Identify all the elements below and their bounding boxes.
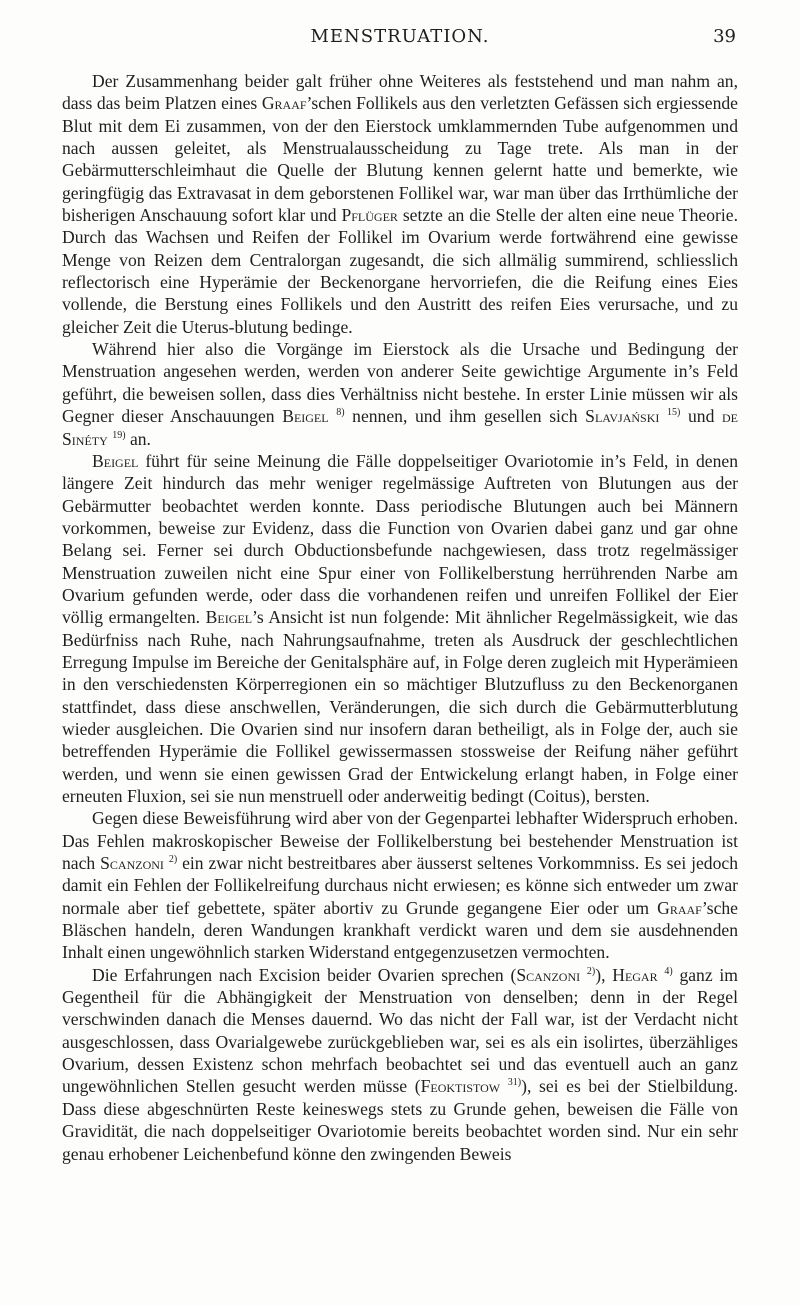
text-run: setzte an die Stelle der alten eine neue Theorie. Durch das Wachsen und Reifen der Follikel im Ovarium werde fortwährend eine gewisse Menge von Reizen dem Centralorgan zugesandt, die sich allmälig summirend, schliesslich reflectorisch eine Hyperämie der Beckenorgane hervorriefen, die die Reifung eines Eies vollende, die Berstung eines Follikels und den Austritt des reifen Eies verursache, und zu gleicher Zeit die Uterus-blutung bedinge. xyxy=(62,205,738,337)
page-number: 39 xyxy=(713,26,736,47)
text-run: Der Zusammenhang beider galt früher ohne Weiteres als feststehend und man nahm an, dass das beim Platzen eines xyxy=(62,71,738,114)
text-run: ganz im Gegentheil für die Abhängigkeit der Menstruation von denselben; denn in der Regel verschwinden danach die Menses dauernd. Wo das nicht der Fall war, ist der Verdacht nicht ausgeschlossen, dass Ovarialgewebe zurückgeblieben war, sei es als ein isolirtes, überzähliges Ovarium, dessen Existenz schon mehrfach beobachtet sei und das eventuell auch an ganz ungewöhnlichen Stellen gesucht werden müsse ( xyxy=(62,964,738,1097)
author-name: Scanzoni xyxy=(516,964,581,985)
text-run: an. xyxy=(129,428,151,449)
paragraph-1 xyxy=(62,70,738,338)
running-title: MENSTRUATION. xyxy=(310,26,490,47)
text-run: ’sche Bläschen handeln, deren Wandungen krankhaft verdickt waren und dem sie ausdehnenden Inhalt einen ungewöhnlich starken Widerstand entgegenzusetzen vermochten. xyxy=(62,897,738,963)
footnote-ref: 2) xyxy=(168,854,178,866)
text-run: ’s Ansicht ist nun folgende: Mit ähnlicher Regelmässigkeit, wie das Bedürfniss nach Ruhe, nach Nahrungsaufnahme, treten als Ausdruck der geschlechtlichen Erregung Impulse im Bereiche der Genitalsphäre auf, in Folge deren zugleich mit Hyperämieen in den verschiedensten Körperregionen ein so mächtiger Blutzufluss zu den Beckenorganen stattfindet, dass diese anschwellen, Veränderungen, die sich durch die Gebärmutterblutung wieder ausgleichen. Die Ovarien sind nur insofern daran betheiligt, als in Folge der, auch sie betreffenden Hyperämie die Follikel gewissermassen stossweise der Reifung näher geführt werden, und wenn sie einen gewissen Grad der Entwickelung erlangt haben, in Folge einer erneuten Fluxion, sei sie nun menstruell oder anderweitig bedingt (Coitus), bersten. xyxy=(62,607,738,806)
author-name: Beigel xyxy=(205,607,253,628)
page-header xyxy=(0,26,800,50)
footnote-ref: 19) xyxy=(112,429,126,441)
text-run: Die Erfahrungen nach Excision beider Ovarien sprechen ( xyxy=(92,964,517,985)
author-name: Slavjański xyxy=(585,406,660,427)
author-name: Hegar xyxy=(612,964,658,985)
author-name: Graaf xyxy=(261,93,307,114)
author-name: Scanzoni xyxy=(100,853,164,874)
text-run: Gegen diese Beweisführung wird aber von der Gegenpartei lebhafter Widerspruch erhoben. Das Fehlen makroskopischer Beweise der Follikelberstung bei bestehender Menstruation ist nach xyxy=(62,808,738,874)
paragraph-3 xyxy=(62,450,738,808)
text-run: ), sei es bei der Stielbildung. Dass diese abgeschnürten Reste keineswegs stets zu Grunde gehen, beweisen die Fälle von Gravidität, die nach doppelseitiger Ovariotomie bereits beobachtet worden sind. Nur ein sehr genau erhobener Leichenbefund könne den zwingenden Beweis xyxy=(62,1076,738,1164)
text-run: Während hier also die Vorgänge im Eierstock als die Ursache und Bedingung der Menstruation angesehen werden, werden von anderer Seite gewichtige Argumente in’s Feld geführt, die beweisen sollen, dass dies Verhältniss nicht bestehe. In erster Linie müssen wir als Gegner dieser Anschauungen xyxy=(62,339,738,427)
footnote-ref: 2) xyxy=(586,965,596,977)
author-name: de Sinéty xyxy=(62,406,738,449)
text-run: ein zwar nicht bestreitbares aber äusserst seltenes Vorkommniss. Es sei jedoch damit ein Fehlen der Follikelreifung durchaus nicht erwiesen; es könne sich entweder um zwar normale aber tief gebettete, später abortiv zu Grunde gegangene Eier oder um xyxy=(62,853,739,918)
paragraph-4 xyxy=(62,807,738,963)
footnote-ref: 15) xyxy=(667,407,681,419)
paragraph-2 xyxy=(62,338,738,450)
text-run: nennen, und ihm gesellen sich xyxy=(352,406,578,427)
text-run: und xyxy=(687,406,715,427)
author-name: Beigel xyxy=(282,406,329,427)
author-name: Pflüger xyxy=(341,205,398,226)
text-run: führt für seine Meinung die Fälle doppelseitiger Ovariotomie in’s Feld, in denen längere Zeit hindurch das mehr weniger regelmässige Auftreten von Blutungen aus der Gebärmutter beobachtet werden konnte. Dass periodische Blutungen auch bei Männern vorkommen, beweise zur Evidenz, dass die Function von Ovarien dabei ganz und gar ohne Belang sei. Ferner sei durch Obductionsbefunde nachgewiesen, dass trotz regelmässiger Menstruation zuweilen nicht eine Spur einer von Follikelberstung herrührenden Narbe am Ovarium gefunden werde, oder dass die vorhandenen reifen und unreifen Follikel der Eier völlig ermangelten. xyxy=(62,450,738,628)
text-run: ’schen Follikels aus den verletzten Gefässen sich ergiessende Blut mit dem Ei zusammen, von der den Eierstock umklammernden Tube aufgenommen und nach aussen geleitet, als Menstrualausscheidung zu Tage trete. Als man in der Gebärmutterschleimhaut die Quelle der Blutung kennen gelernt hatte und bemerkte, wie geringfügig das Extravasat in dem geborstenen Follikel war, war man über das Irrthümliche der bisherigen Anschauung sofort klar und xyxy=(62,93,738,226)
paragraph-5 xyxy=(62,964,738,1165)
author-name: Graaf xyxy=(657,897,702,918)
author-name: Beigel xyxy=(92,450,139,471)
footnote-ref: 4) xyxy=(664,965,673,977)
footnote-ref: 8) xyxy=(336,407,345,419)
author-name: Feoktistow xyxy=(420,1076,501,1097)
body-text xyxy=(62,70,738,1165)
footnote-ref: 31) xyxy=(507,1077,522,1089)
text-run: ), xyxy=(595,964,606,985)
